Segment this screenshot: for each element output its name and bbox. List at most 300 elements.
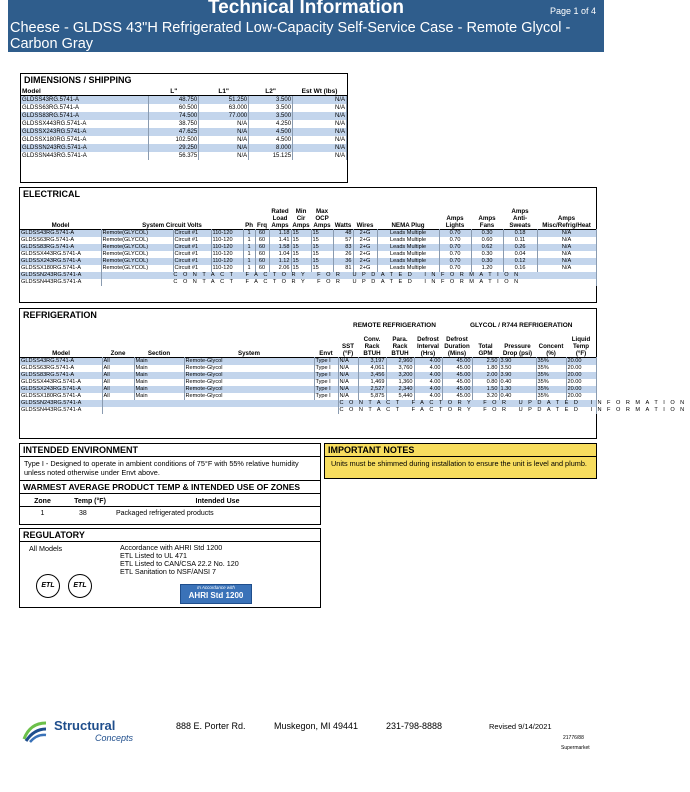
table-cell: 0.26 [503,244,537,251]
table-cell: Circuit #1 [173,251,211,258]
table-cell: N/A [293,112,347,120]
table-cell: N/A [293,152,347,160]
ref-col-defrost-duration: Defrost Duration (Mins) [444,335,470,357]
table-cell: 2.00 [472,372,499,379]
table-cell: 1.18 [269,229,291,237]
table-cell: Main [134,379,184,386]
ref-col-system: System [237,349,260,357]
table-cell: 57 [333,237,353,244]
table-cell: 0.40 [499,379,536,386]
elec-col-volts: System Circuit Volts [142,221,202,229]
elec-col-nema: NEMA Plug [391,221,425,229]
table-cell: 74.500 [149,112,199,120]
table-cell: 35% [536,386,566,393]
table-cell: 60.500 [149,104,199,112]
table-cell: N/A [199,128,249,136]
refrigeration-table [20,327,690,414]
table-row [20,372,596,379]
table-cell: 3,197 [358,357,386,365]
page-subtitle: Cheese - GLDSS 43"H Refrigerated Low-Capacity Self-Service Case - Remote Glycol - Carbon Gray [10,20,571,52]
table-cell: 45.00 [442,365,472,372]
table-cell: 1 [243,251,255,258]
table-cell: 45.00 [442,357,472,365]
table-cell: N/A [293,136,347,144]
table-cell: 77.000 [199,112,249,120]
table-row [20,400,596,407]
table-cell: 5,875 [358,393,386,400]
refrigeration-title: REFRIGERATION [23,310,97,320]
table-cell: 45.00 [442,393,472,400]
regulatory-title: REGULATORY [20,529,320,542]
col-model: Model [21,86,149,96]
table-cell: N/A [537,229,596,237]
table-cell: 35% [536,365,566,372]
table-cell: Type I [314,365,338,372]
table-cell: 0.11 [503,237,537,244]
table-cell: 110-120 [211,265,243,272]
warmest-col-zone: Zone [34,497,51,505]
table-cell: GLDSSN443RG.5741-A [20,407,102,414]
table-cell: N/A [338,365,358,372]
ahri-badge [180,584,252,604]
table-cell: 2,340 [386,386,414,393]
table-cell: Remote-Glycol [184,386,314,393]
important-notes-section [324,443,597,479]
intended-environment-title: INTENDED ENVIRONMENT [20,444,320,457]
refrigeration-section [19,308,690,439]
table-row [21,120,347,128]
table-cell: N/A [293,128,347,136]
table-cell: 1 [243,258,255,265]
table-cell: 4,061 [358,365,386,372]
table-cell: 35% [536,379,566,386]
table-cell: 3,760 [386,365,414,372]
table-cell: GLDSSN243RG.5741-A [21,144,149,152]
table-cell: Leads Multiple [377,229,439,237]
table-cell: 15 [291,265,311,272]
table-cell: 3.500 [249,104,293,112]
elec-col-lights: Amps Lights [445,214,465,229]
table-cell: GLDSS43RG.5741-A [20,357,102,365]
table-cell: GLDSSN243RG.5741-A [20,400,102,407]
elec-col-model: Model [51,221,70,229]
elec-col-antisweat: Amps Anti-Sweats [509,207,531,229]
dimensions-table [21,86,347,160]
table-cell: 4.250 [249,120,293,128]
table-cell: 15 [311,244,333,251]
table-cell: 0.30 [471,258,503,265]
remote-group-label: REMOTE REFRIGERATION [353,322,436,329]
table-cell: 51.250 [199,96,249,105]
table-cell: GLDSSX180RG.5741-A [21,136,149,144]
table-cell: GLDSSN443RG.5741-A [21,152,149,160]
table-cell: Remote(GLYCOL) [101,265,173,272]
table-cell: GLDSS63RG.5741-A [20,237,101,244]
footer-revised: Revised 9/14/2021 [489,722,552,731]
table-cell: Remote(GLYCOL) [101,244,173,251]
ref-col-conv: Conv. Rack BTUH [363,335,381,357]
table-cell: Main [134,393,184,400]
table-cell: 60 [255,244,269,251]
table-cell: 0.70 [439,237,471,244]
table-cell: 1.58 [269,244,291,251]
table-row [20,365,596,372]
ref-col-section: Section [147,349,171,357]
table-cell: N/A [537,258,596,265]
table-cell: 15 [311,237,333,244]
table-cell: 3.500 [249,96,293,105]
table-cell: 0.16 [503,265,537,272]
table-cell: 4.00 [414,372,442,379]
footer-phone: 231-798-8888 [386,721,443,731]
regulatory-line: ETL Sanitation to NSF/ANSI 7 [120,567,217,576]
table-cell: 0.70 [439,265,471,272]
table-cell: N/A [537,244,596,251]
contact-factory-note: CONTACT FACTORY FOR UPDATED INFORMATION [101,272,596,279]
table-cell: N/A [338,386,358,393]
table-cell: Main [134,357,184,365]
structural-logo-icon [22,719,48,743]
table-cell: 15 [311,265,333,272]
table-row [21,152,347,160]
table-cell: 15 [291,237,311,244]
table-cell: 45.00 [442,386,472,393]
table-cell: 20.00 [566,372,596,379]
table-cell: 2+G [353,251,377,258]
table-cell: Remote(GLYCOL) [101,258,173,265]
table-cell: 1 [243,229,255,237]
electrical-table [20,200,597,286]
col-l: L" [149,86,199,96]
table-cell: 56.375 [149,152,199,160]
ref-col-pressure: Pressure Drop (psi) [502,342,533,357]
table-cell: 0.30 [471,229,503,237]
table-cell: 0.62 [471,244,503,251]
ref-col-envt: Envt [319,349,333,357]
table-cell: Circuit #1 [173,237,211,244]
etl-mark-text: ETL [73,582,87,589]
table-cell: All [102,393,134,400]
col-l2: L2" [249,86,293,96]
table-cell: GLDSSN243RG.5741-A [20,272,101,279]
table-cell: 1 [243,265,255,272]
etl-listed-mark [36,574,60,598]
table-cell: GLDSS83RG.5741-A [21,112,149,120]
elec-col-watts: Watts [334,221,352,229]
table-cell: 4.00 [414,393,442,400]
table-cell [102,407,338,414]
table-cell: 1.50 [472,386,499,393]
table-cell: All [102,365,134,372]
table-cell: 2+G [353,244,377,251]
table-cell: Leads Multiple [377,244,439,251]
table-cell: 63.000 [199,104,249,112]
table-cell: 20.00 [566,386,596,393]
table-cell: N/A [199,144,249,152]
footer-doc-number: 21776/88 [563,735,584,741]
etl-sanitation-mark [68,574,92,598]
table-cell: 0.12 [503,258,537,265]
table-cell: 20.00 [566,357,596,365]
table-cell: Leads Multiple [377,265,439,272]
ref-col-sst: SST (°F) [341,342,355,357]
table-cell: 8.000 [249,144,293,152]
table-cell: 81 [333,265,353,272]
table-row [20,393,596,400]
elec-col-wires: Wires [356,221,374,229]
table-cell: 1.80 [472,365,499,372]
table-cell: 0.70 [439,258,471,265]
table-cell: 2.50 [472,357,499,365]
table-cell: Circuit #1 [173,244,211,251]
table-cell: 15.125 [249,152,293,160]
table-cell: Type I [314,386,338,393]
page-number: Page 1 of 4 [549,6,596,16]
regulatory-section [19,528,321,608]
table-cell: GLDSSX443RG.5741-A [20,251,101,258]
table-cell: 1.04 [269,251,291,258]
table-cell: 2+G [353,237,377,244]
table-cell: GLDSS83RG.5741-A [20,372,102,379]
brand-sub: Concepts [95,733,134,743]
elec-col-rla: Rated Load Amps [271,207,289,229]
table-cell: GLDSS83RG.5741-A [20,244,101,251]
table-cell: Main [134,365,184,372]
table-cell: 83 [333,244,353,251]
table-cell: 0.40 [499,393,536,400]
table-cell: 1 [243,244,255,251]
table-cell: All [102,357,134,365]
table-cell: N/A [293,120,347,128]
table-cell: Circuit #1 [173,258,211,265]
table-cell: GLDSSX243RG.5741-A [20,386,102,393]
elec-col-frq: Frq [257,221,268,229]
table-cell: 4.00 [414,357,442,365]
table-cell: 110-120 [211,237,243,244]
table-cell: N/A [293,96,347,105]
table-cell: 38.750 [149,120,199,128]
table-cell: 15 [311,258,333,265]
table-row [20,357,596,365]
table-cell: 35% [536,372,566,379]
table-cell: 0.70 [439,244,471,251]
warmest-temp-title: WARMEST AVERAGE PRODUCT TEMP & INTENDED USE OF ZONES [20,481,320,494]
table-cell: Remote(GLYCOL) [101,237,173,244]
electrical-section [19,187,597,303]
col-l1: L1" [199,86,249,96]
table-cell: 47.625 [149,128,199,136]
table-cell: N/A [199,120,249,128]
table-cell: N/A [338,393,358,400]
table-cell: 4.500 [249,128,293,136]
warmest-use-value: Packaged refrigerated products [116,509,214,517]
table-cell: 3.20 [472,393,499,400]
table-cell: 0.80 [472,379,499,386]
table-row [20,386,596,393]
footer-address: 888 E. Porter Rd. [176,721,246,731]
electrical-title: ELECTRICAL [23,189,80,199]
table-cell [102,400,338,407]
col-weight: Est Wt (lbs) [293,86,347,96]
warmest-col-use: Intended Use [195,497,240,505]
table-cell: 2.06 [269,265,291,272]
elec-col-mca: Min Cir Amps [292,207,310,229]
table-cell: 15 [311,251,333,258]
table-cell: 15 [291,244,311,251]
table-cell: GLDSS63RG.5741-A [21,104,149,112]
intended-environment-text: Type I - Designed to operate in ambient conditions of 75°F with 55% relative humidity unless noted otherwise under Envt above. [24,459,299,477]
table-row [21,112,347,120]
table-cell: 60 [255,251,269,258]
dimensions-title: DIMENSIONS / SHIPPING [24,75,132,85]
ref-col-zone: Zone [110,349,126,357]
ref-col-defrost-interval: Defrost Interval (Hrs) [416,335,439,357]
table-cell: Remote(GLYCOL) [101,251,173,258]
table-cell: 1.12 [269,258,291,265]
table-cell: 4.500 [249,136,293,144]
table-cell: Remote-Glycol [184,372,314,379]
regulatory-line: ETL Listed to CAN/CSA 22.2 No. 120 [120,559,239,568]
elec-col-misc: Amps Misc/Refrig/Heat [542,214,591,229]
important-notes-title: IMPORTANT NOTES [325,444,596,457]
warmest-temp-value: 38 [79,509,87,517]
important-notes-text: Units must be shimmed during installation to ensure the unit is level and plumb. [331,459,587,468]
table-cell: N/A [199,152,249,160]
table-row [21,96,347,105]
dimensions-section [20,73,348,183]
table-cell: 60 [255,265,269,272]
table-cell: 15 [291,251,311,258]
table-cell: 4.00 [414,365,442,372]
table-cell: Leads Multiple [377,258,439,265]
table-cell: 60 [255,258,269,265]
table-row [20,272,596,279]
intended-environment-section [19,443,321,482]
table-cell: 3,200 [386,372,414,379]
table-cell: 3.50 [499,365,536,372]
table-cell: Remote-Glycol [184,357,314,365]
table-cell: 35% [536,393,566,400]
table-cell: Type I [314,372,338,379]
table-row [21,128,347,136]
table-cell: 1.41 [269,237,291,244]
glycol-group-label: GLYCOL / R744 REFRIGERATION [470,322,573,329]
footer-city: Muskegon, MI 49441 [274,721,359,731]
table-cell: GLDSSX443RG.5741-A [21,120,149,128]
table-cell: 4.00 [414,379,442,386]
elec-col-fans: Amps Fans [478,214,496,229]
table-cell: 0.70 [439,251,471,258]
table-cell: N/A [338,357,358,365]
ahri-badge-top: In Accordance with [197,585,235,590]
table-row [20,229,596,237]
table-cell: N/A [293,144,347,152]
warmest-temp-section [19,480,321,525]
elec-col-ph: Ph [245,221,253,229]
table-row [20,258,596,265]
table-cell: 60 [255,229,269,237]
table-cell: 0.04 [503,251,537,258]
contact-factory-note: CONTACT FACTORY FOR UPDATED INFORMATION [339,399,690,406]
table-cell: 110-120 [211,244,243,251]
table-cell: 60 [255,237,269,244]
table-cell: GLDSS43RG.5741-A [20,229,101,237]
ahri-badge-main: AHRI Std 1200 [188,591,244,600]
table-cell: 0.70 [439,229,471,237]
table-cell: 0.60 [471,237,503,244]
contact-factory-note: CONTACT FACTORY FOR UPDATED INFORMATION [339,406,690,413]
table-cell: Type I [314,393,338,400]
table-cell: N/A [537,251,596,258]
table-cell: 45.00 [442,372,472,379]
table-cell: Circuit #1 [173,229,211,237]
table-cell: 20.00 [566,393,596,400]
footer-category: Supermarket [561,745,590,751]
ref-col-para: Para. Rack BTUH [391,335,409,357]
ref-col-liquid: Liquid Temp (°F) [571,335,591,357]
table-cell: N/A [293,104,347,112]
table-cell: 2,527 [358,386,386,393]
table-cell: GLDSSX443RG.5741-A [20,379,102,386]
table-cell: 26 [333,251,353,258]
table-cell: 20.00 [566,365,596,372]
table-cell: 2+G [353,265,377,272]
table-cell: GLDSS43RG.5741-A [21,96,149,105]
table-cell: All [102,372,134,379]
table-row [21,144,347,152]
table-cell: 110-120 [211,251,243,258]
regulatory-line: Accordance with AHRI Std 1200 [120,543,223,552]
table-cell: 2,960 [386,357,414,365]
warmest-col-temp: Temp (°F) [74,497,106,505]
table-cell: 3.500 [249,112,293,120]
table-cell: N/A [338,379,358,386]
table-cell: N/A [537,237,596,244]
page-title: Technical Information [207,0,404,18]
table-cell: Circuit #1 [173,265,211,272]
table-cell: 15 [291,229,311,237]
table-cell: 3.90 [499,372,536,379]
brand-name: Structural [54,718,116,733]
table-cell: Remote-Glycol [184,393,314,400]
table-cell: 1,360 [386,379,414,386]
table-cell: All [102,386,134,393]
table-cell: Remote-Glycol [184,365,314,372]
regulatory-line: ETL Listed to UL 471 [120,551,187,560]
ref-col-model: Model [52,349,70,357]
table-row [20,279,596,286]
table-cell: 15 [291,258,311,265]
ref-col-gpm: Total GPM [478,342,493,357]
table-cell: 1,469 [358,379,386,386]
table-cell: N/A [338,372,358,379]
table-cell: 1.30 [499,386,536,393]
warmest-table [20,496,320,519]
table-cell: Remote(GLYCOL) [101,229,173,237]
table-cell: GLDSSX243RG.5741-A [21,128,149,136]
table-cell: Leads Multiple [377,251,439,258]
table-row [20,265,596,272]
table-cell: All [102,379,134,386]
table-cell: Remote-Glycol [184,379,314,386]
table-cell: 15 [311,229,333,237]
table-cell: 102.500 [149,136,199,144]
header-bar [8,0,604,52]
table-cell: Type I [314,379,338,386]
table-cell: 36 [333,258,353,265]
table-cell: 4.00 [414,386,442,393]
table-row [20,379,596,386]
